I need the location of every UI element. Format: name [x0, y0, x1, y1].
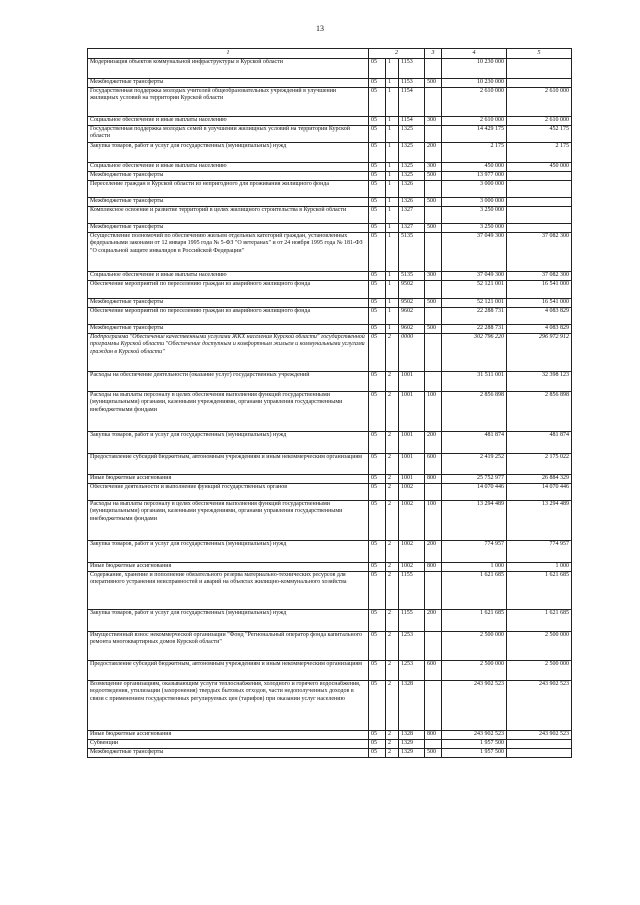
header-cell-name: 1	[88, 49, 369, 59]
row-code-cell: 1002	[399, 563, 425, 572]
row-name-cell: Закупка товаров, работ и услуг для государственных (муниципальных) нужд	[88, 143, 369, 163]
row-subsection-cell: 1	[386, 198, 399, 207]
row-amount-year1-cell: 243 902 523	[442, 731, 507, 740]
row-amount-year1-cell: 52 121 001	[442, 281, 507, 299]
table-row	[88, 59, 572, 79]
row-section-cell: 05	[369, 325, 386, 334]
table-row	[88, 308, 572, 325]
row-name-cell: Межбюджетные трансферты	[88, 325, 369, 334]
row-section-cell: 05	[369, 334, 386, 372]
budget-table	[87, 48, 572, 758]
row-section-cell: 05	[369, 143, 386, 163]
row-amount-year2-cell	[507, 59, 572, 79]
table-row	[88, 563, 572, 572]
row-name-cell: Предоставление субсидий бюджетным, автономным учреждениям и иным некоммерческим организациям	[88, 454, 369, 475]
row-amount-year2-cell	[507, 740, 572, 749]
row-code-cell: 1326	[399, 181, 425, 198]
row-expense-kind-cell	[425, 334, 442, 372]
row-code-cell: 1325	[399, 143, 425, 163]
row-expense-kind-cell: 200	[425, 143, 442, 163]
row-amount-year2-cell: 2 500 000	[507, 661, 572, 681]
row-amount-year2-cell: 452 175	[507, 126, 572, 143]
row-amount-year1-cell: 3 250 000	[442, 224, 507, 233]
row-amount-year2-cell	[507, 172, 572, 181]
row-expense-kind-cell	[425, 372, 442, 392]
row-subsection-cell: 2	[386, 731, 399, 740]
table-row	[88, 681, 572, 731]
row-expense-kind-cell	[425, 484, 442, 501]
row-section-cell: 05	[369, 740, 386, 749]
row-subsection-cell: 2	[386, 610, 399, 632]
row-amount-year2-cell: 4 083 829	[507, 325, 572, 334]
row-amount-year2-cell: 2 610 000	[507, 88, 572, 117]
row-subsection-cell: 2	[386, 749, 399, 758]
row-subsection-cell: 2	[386, 661, 399, 681]
row-expense-kind-cell	[425, 308, 442, 325]
row-amount-year1-cell: 2 610 000	[442, 117, 507, 126]
row-amount-year1-cell: 1 621 685	[442, 572, 507, 610]
row-subsection-cell: 2	[386, 454, 399, 475]
row-amount-year1-cell: 1 621 685	[442, 610, 507, 632]
row-code-cell: 9502	[399, 281, 425, 299]
row-subsection-cell: 1	[386, 117, 399, 126]
row-name-cell: Обеспечение деятельности и выполнение функций государственных органов	[88, 484, 369, 501]
table-row	[88, 181, 572, 198]
row-amount-year1-cell: 450 000	[442, 163, 507, 172]
row-expense-kind-cell: 300	[425, 272, 442, 281]
row-name-cell: Субвенции	[88, 740, 369, 749]
row-name-cell: Государственная поддержка молодых семей в улучшении жилищных условий на территории Курской области	[88, 126, 369, 143]
row-section-cell: 05	[369, 117, 386, 126]
row-code-cell: 0000	[399, 334, 425, 372]
row-amount-year1-cell: 243 902 523	[442, 681, 507, 731]
row-section-cell: 05	[369, 484, 386, 501]
row-code-cell: 1002	[399, 484, 425, 501]
row-section-cell: 05	[369, 661, 386, 681]
row-amount-year2-cell: 774 957	[507, 541, 572, 563]
row-expense-kind-cell: 200	[425, 610, 442, 632]
row-amount-year2-cell: 450 000	[507, 163, 572, 172]
row-expense-kind-cell: 500	[425, 79, 442, 88]
row-name-cell: Расходы на обеспечение деятельности (оказание услуг) государственных учреждений	[88, 372, 369, 392]
row-expense-kind-cell: 500	[425, 172, 442, 181]
row-expense-kind-cell: 200	[425, 541, 442, 563]
row-section-cell: 05	[369, 126, 386, 143]
row-name-cell: Обеспечение мероприятий по переселению граждан из аварийного жилищного фонда	[88, 308, 369, 325]
row-name-cell: Предоставление субсидий бюджетным, автономным учреждениям и иным некоммерческим организациям	[88, 661, 369, 681]
row-amount-year2-cell: 37 082 300	[507, 272, 572, 281]
row-amount-year1-cell: 3 000 000	[442, 181, 507, 198]
row-section-cell: 05	[369, 454, 386, 475]
row-expense-kind-cell: 500	[425, 224, 442, 233]
row-subsection-cell: 1	[386, 59, 399, 79]
row-subsection-cell: 2	[386, 541, 399, 563]
row-amount-year2-cell: 1 621 685	[507, 610, 572, 632]
row-amount-year1-cell: 13 294 489	[442, 501, 507, 541]
table-row	[88, 632, 572, 661]
row-subsection-cell: 1	[386, 79, 399, 88]
row-code-cell: 1325	[399, 172, 425, 181]
row-section-cell: 05	[369, 308, 386, 325]
row-name-cell: Социальное обеспечение и иные выплаты населению	[88, 163, 369, 172]
row-subsection-cell: 1	[386, 207, 399, 224]
row-amount-year1-cell: 25 752 977	[442, 475, 507, 484]
row-amount-year2-cell: 2 175 022	[507, 454, 572, 475]
row-subsection-cell: 1	[386, 233, 399, 272]
row-expense-kind-cell: 600	[425, 454, 442, 475]
row-name-cell: Обеспечение мероприятий по переселению граждан из аварийного жилищного фонда	[88, 281, 369, 299]
row-code-cell: 1002	[399, 541, 425, 563]
row-name-cell: Межбюджетные трансферты	[88, 79, 369, 88]
row-amount-year2-cell: 13 294 489	[507, 501, 572, 541]
row-code-cell: 1329	[399, 749, 425, 758]
table-row	[88, 224, 572, 233]
row-amount-year1-cell: 52 121 001	[442, 299, 507, 308]
table-row	[88, 299, 572, 308]
row-subsection-cell: 2	[386, 334, 399, 372]
row-code-cell: 1002	[399, 501, 425, 541]
table-row	[88, 207, 572, 224]
table-row	[88, 484, 572, 501]
row-section-cell: 05	[369, 372, 386, 392]
table-row	[88, 432, 572, 454]
table-row	[88, 88, 572, 117]
row-expense-kind-cell	[425, 207, 442, 224]
row-code-cell: 1326	[399, 198, 425, 207]
row-expense-kind-cell: 600	[425, 661, 442, 681]
table-row	[88, 740, 572, 749]
row-section-cell: 05	[369, 181, 386, 198]
table-row	[88, 79, 572, 88]
row-subsection-cell: 2	[386, 632, 399, 661]
row-name-cell: Закупка товаров, работ и услуг для государственных (муниципальных) нужд	[88, 432, 369, 454]
table-row	[88, 454, 572, 475]
row-amount-year1-cell: 10 230 000	[442, 59, 507, 79]
row-code-cell: 1327	[399, 224, 425, 233]
row-amount-year2-cell	[507, 224, 572, 233]
row-section-cell: 05	[369, 392, 386, 432]
row-section-cell: 05	[369, 749, 386, 758]
header-cell-kind: 3	[425, 49, 442, 59]
row-section-cell: 05	[369, 541, 386, 563]
row-amount-year1-cell: 37 049 300	[442, 233, 507, 272]
row-amount-year2-cell: 16 541 000	[507, 281, 572, 299]
row-subsection-cell: 2	[386, 501, 399, 541]
table-row	[88, 610, 572, 632]
row-amount-year2-cell: 16 541 000	[507, 299, 572, 308]
row-expense-kind-cell: 500	[425, 299, 442, 308]
row-section-cell: 05	[369, 299, 386, 308]
row-name-cell: Межбюджетные трансферты	[88, 224, 369, 233]
row-section-cell: 05	[369, 59, 386, 79]
row-code-cell: 1001	[399, 372, 425, 392]
row-name-cell: Осуществление полномочий по обеспечению жильем отдельных категорий граждан, установленных федеральными законами от 12 января 1995 года № 5-ФЗ "О ветеранах" и от 24 ноября 1995 года № 181-ФЗ "О социальной защите инвалидов в Российской Федерации"	[88, 233, 369, 272]
row-expense-kind-cell	[425, 572, 442, 610]
table-row	[88, 198, 572, 207]
table-row	[88, 281, 572, 299]
row-section-cell: 05	[369, 501, 386, 541]
row-amount-year2-cell	[507, 207, 572, 224]
row-amount-year1-cell: 1 957 500	[442, 740, 507, 749]
row-code-cell: 1153	[399, 79, 425, 88]
row-code-cell: 1329	[399, 740, 425, 749]
row-amount-year1-cell: 2 419 252	[442, 454, 507, 475]
row-name-cell: Межбюджетные трансферты	[88, 749, 369, 758]
row-code-cell: 9602	[399, 325, 425, 334]
row-amount-year2-cell	[507, 749, 572, 758]
table-row	[88, 272, 572, 281]
table-row	[88, 117, 572, 126]
row-subsection-cell: 1	[386, 126, 399, 143]
row-code-cell: 1154	[399, 117, 425, 126]
row-section-cell: 05	[369, 233, 386, 272]
row-name-cell: Межбюджетные трансферты	[88, 172, 369, 181]
row-amount-year1-cell: 2 500 000	[442, 632, 507, 661]
row-code-cell: 1001	[399, 432, 425, 454]
row-code-cell: 1153	[399, 59, 425, 79]
row-section-cell: 05	[369, 432, 386, 454]
table-row	[88, 334, 572, 372]
row-amount-year1-cell: 1 000	[442, 563, 507, 572]
row-amount-year1-cell: 3 250 000	[442, 207, 507, 224]
row-name-cell: Государственная поддержка молодых учителей общеобразовательных учреждений в улучшении жилищных условий на территории Курской области	[88, 88, 369, 117]
row-amount-year1-cell: 774 957	[442, 541, 507, 563]
row-expense-kind-cell: 300	[425, 163, 442, 172]
row-amount-year1-cell: 22 288 731	[442, 308, 507, 325]
row-subsection-cell: 2	[386, 740, 399, 749]
row-expense-kind-cell: 100	[425, 392, 442, 432]
row-section-cell: 05	[369, 563, 386, 572]
row-amount-year2-cell	[507, 181, 572, 198]
row-name-cell: Имущественный взнос некоммерческой организации "Фонд "Региональный оператор фонда капитального ремонта многоквартирных домов Курской области"	[88, 632, 369, 661]
row-name-cell: Закупка товаров, работ и услуг для государственных (муниципальных) нужд	[88, 610, 369, 632]
row-subsection-cell: 1	[386, 181, 399, 198]
row-code-cell: 9602	[399, 308, 425, 325]
row-code-cell: 1328	[399, 681, 425, 731]
row-name-cell: Подпрограмма "Обеспечение качественными услугами ЖКХ населения Курской области" государственной программы Курской области "Обеспечение доступным и комфортным жильем и коммунальными услугами граждан в Курской области"	[88, 334, 369, 372]
row-expense-kind-cell: 500	[425, 198, 442, 207]
row-amount-year1-cell: 14 429 175	[442, 126, 507, 143]
row-name-cell: Комплексное освоение и развитие территорий в целях жилищного строительства в Курской области	[88, 207, 369, 224]
row-subsection-cell: 1	[386, 224, 399, 233]
row-amount-year2-cell: 481 874	[507, 432, 572, 454]
row-expense-kind-cell	[425, 681, 442, 731]
row-section-cell: 05	[369, 281, 386, 299]
row-expense-kind-cell	[425, 181, 442, 198]
table-row	[88, 541, 572, 563]
row-expense-kind-cell	[425, 59, 442, 79]
row-name-cell: Социальное обеспечение и иные выплаты населению	[88, 272, 369, 281]
row-amount-year1-cell: 2 500 000	[442, 661, 507, 681]
row-section-cell: 05	[369, 610, 386, 632]
row-code-cell: 9502	[399, 299, 425, 308]
table-row	[88, 731, 572, 740]
row-expense-kind-cell	[425, 740, 442, 749]
row-expense-kind-cell: 300	[425, 117, 442, 126]
row-subsection-cell: 2	[386, 372, 399, 392]
row-subsection-cell: 2	[386, 572, 399, 610]
row-amount-year1-cell: 1 957 500	[442, 749, 507, 758]
row-amount-year1-cell: 302 796 220	[442, 334, 507, 372]
table-row	[88, 163, 572, 172]
row-name-cell: Расходы на выплаты персоналу в целях обеспечения выполнения функций государственными (муниципальными) органами, казенными учреждениями, органами управления государственными внебюджетными фондами	[88, 392, 369, 432]
table-row	[88, 572, 572, 610]
row-code-cell: 1327	[399, 207, 425, 224]
row-section-cell: 05	[369, 681, 386, 731]
row-expense-kind-cell	[425, 281, 442, 299]
table-row	[88, 233, 572, 272]
row-subsection-cell: 2	[386, 392, 399, 432]
row-subsection-cell: 2	[386, 475, 399, 484]
row-code-cell: 1155	[399, 610, 425, 632]
row-section-cell: 05	[369, 572, 386, 610]
row-section-cell: 05	[369, 224, 386, 233]
row-amount-year1-cell: 481 874	[442, 432, 507, 454]
row-code-cell: 1328	[399, 731, 425, 740]
row-code-cell: 5135	[399, 272, 425, 281]
row-amount-year1-cell: 2 856 898	[442, 392, 507, 432]
row-name-cell: Модернизация объектов коммунальной инфраструктуры в Курской области	[88, 59, 369, 79]
row-subsection-cell: 1	[386, 308, 399, 325]
row-code-cell: 1155	[399, 572, 425, 610]
table-header-row	[88, 49, 572, 59]
row-section-cell: 05	[369, 88, 386, 117]
row-name-cell: Содержание, хранение и пополнение обязательного резерва материально-технических ресурсов для оперативного устранения неисправностей и аварий на объектах жилищно-коммунального хозяйства	[88, 572, 369, 610]
row-section-cell: 05	[369, 198, 386, 207]
table-row	[88, 501, 572, 541]
row-name-cell: Переселение граждан в Курской области из непригодного для проживания жилищного фонда	[88, 181, 369, 198]
row-code-cell: 1325	[399, 126, 425, 143]
row-name-cell: Иные бюджетные ассигнования	[88, 731, 369, 740]
row-name-cell: Межбюджетные трансферты	[88, 198, 369, 207]
row-amount-year2-cell	[507, 198, 572, 207]
row-subsection-cell: 1	[386, 172, 399, 181]
row-amount-year2-cell: 2 856 898	[507, 392, 572, 432]
table-row	[88, 475, 572, 484]
row-name-cell: Расходы на выплаты персоналу в целях обеспечения выполнения функций государственными (муниципальными) органами, казенными учреждениями, органами управления государственными внебюджетными фондами	[88, 501, 369, 541]
row-amount-year2-cell	[507, 79, 572, 88]
row-subsection-cell: 1	[386, 88, 399, 117]
row-expense-kind-cell	[425, 233, 442, 272]
row-amount-year1-cell: 37 049 300	[442, 272, 507, 281]
page-number: 13	[316, 24, 324, 33]
row-expense-kind-cell: 800	[425, 475, 442, 484]
row-expense-kind-cell: 500	[425, 325, 442, 334]
row-subsection-cell: 1	[386, 163, 399, 172]
row-name-cell: Социальное обеспечение и иные выплаты населению	[88, 117, 369, 126]
row-amount-year2-cell: 296 972 912	[507, 334, 572, 372]
row-expense-kind-cell	[425, 632, 442, 661]
row-expense-kind-cell: 100	[425, 501, 442, 541]
row-section-cell: 05	[369, 272, 386, 281]
row-name-cell: Возмещение организациям, оказывающим услуги теплоснабжения, холодного и горячего водоснабжения, водоотведения, утилизации (захоронения) твердых бытовых отходов, части недополученных доходов в связи с применением государственных регулируемых цен (тарифов) при оказании услуг населению	[88, 681, 369, 731]
table-row	[88, 325, 572, 334]
row-amount-year1-cell: 31 511 001	[442, 372, 507, 392]
header-cell-v1: 4	[442, 49, 507, 59]
row-code-cell: 1154	[399, 88, 425, 117]
row-name-cell: Иные бюджетные ассигнования	[88, 475, 369, 484]
row-code-cell: 1001	[399, 392, 425, 432]
row-code-cell: 1253	[399, 632, 425, 661]
row-amount-year2-cell: 14 070 446	[507, 484, 572, 501]
row-name-cell: Межбюджетные трансферты	[88, 299, 369, 308]
table-row	[88, 172, 572, 181]
row-amount-year1-cell: 10 230 000	[442, 79, 507, 88]
row-subsection-cell: 2	[386, 432, 399, 454]
header-cell-codes: 2	[369, 49, 425, 59]
row-expense-kind-cell	[425, 126, 442, 143]
row-expense-kind-cell: 200	[425, 432, 442, 454]
row-code-cell: 1253	[399, 661, 425, 681]
row-section-cell: 05	[369, 172, 386, 181]
row-amount-year1-cell: 14 070 446	[442, 484, 507, 501]
row-amount-year2-cell: 26 884 329	[507, 475, 572, 484]
row-section-cell: 05	[369, 731, 386, 740]
row-amount-year2-cell: 2 610 000	[507, 117, 572, 126]
table-row	[88, 392, 572, 432]
row-section-cell: 05	[369, 79, 386, 88]
row-subsection-cell: 2	[386, 484, 399, 501]
row-code-cell: 5135	[399, 233, 425, 272]
row-section-cell: 05	[369, 207, 386, 224]
row-subsection-cell: 1	[386, 299, 399, 308]
row-amount-year2-cell: 243 902 523	[507, 731, 572, 740]
row-expense-kind-cell	[425, 88, 442, 117]
row-code-cell: 1001	[399, 454, 425, 475]
row-section-cell: 05	[369, 163, 386, 172]
table-row	[88, 661, 572, 681]
row-amount-year2-cell: 4 083 829	[507, 308, 572, 325]
row-amount-year2-cell: 37 082 300	[507, 233, 572, 272]
row-subsection-cell: 1	[386, 325, 399, 334]
row-amount-year2-cell: 1 621 685	[507, 572, 572, 610]
table-row	[88, 372, 572, 392]
header-cell-v2: 5	[507, 49, 572, 59]
row-subsection-cell: 2	[386, 563, 399, 572]
table-row	[88, 749, 572, 758]
table-row	[88, 126, 572, 143]
row-amount-year2-cell: 2 500 000	[507, 632, 572, 661]
row-section-cell: 05	[369, 475, 386, 484]
row-expense-kind-cell: 800	[425, 563, 442, 572]
row-code-cell: 1325	[399, 163, 425, 172]
row-expense-kind-cell: 800	[425, 731, 442, 740]
row-section-cell: 05	[369, 632, 386, 661]
row-amount-year1-cell: 2 175	[442, 143, 507, 163]
row-subsection-cell: 1	[386, 281, 399, 299]
row-amount-year2-cell: 32 398 123	[507, 372, 572, 392]
row-name-cell: Иные бюджетные ассигнования	[88, 563, 369, 572]
row-subsection-cell: 1	[386, 272, 399, 281]
row-amount-year1-cell: 13 977 000	[442, 172, 507, 181]
table-row	[88, 143, 572, 163]
row-amount-year2-cell: 1 000	[507, 563, 572, 572]
row-amount-year2-cell: 243 902 523	[507, 681, 572, 731]
row-amount-year1-cell: 22 288 731	[442, 325, 507, 334]
row-subsection-cell: 2	[386, 681, 399, 731]
row-amount-year2-cell: 2 175	[507, 143, 572, 163]
row-subsection-cell: 1	[386, 143, 399, 163]
row-code-cell: 1001	[399, 475, 425, 484]
row-amount-year1-cell: 3 000 000	[442, 198, 507, 207]
row-expense-kind-cell: 500	[425, 749, 442, 758]
row-name-cell: Закупка товаров, работ и услуг для государственных (муниципальных) нужд	[88, 541, 369, 563]
row-amount-year1-cell: 2 610 000	[442, 88, 507, 117]
